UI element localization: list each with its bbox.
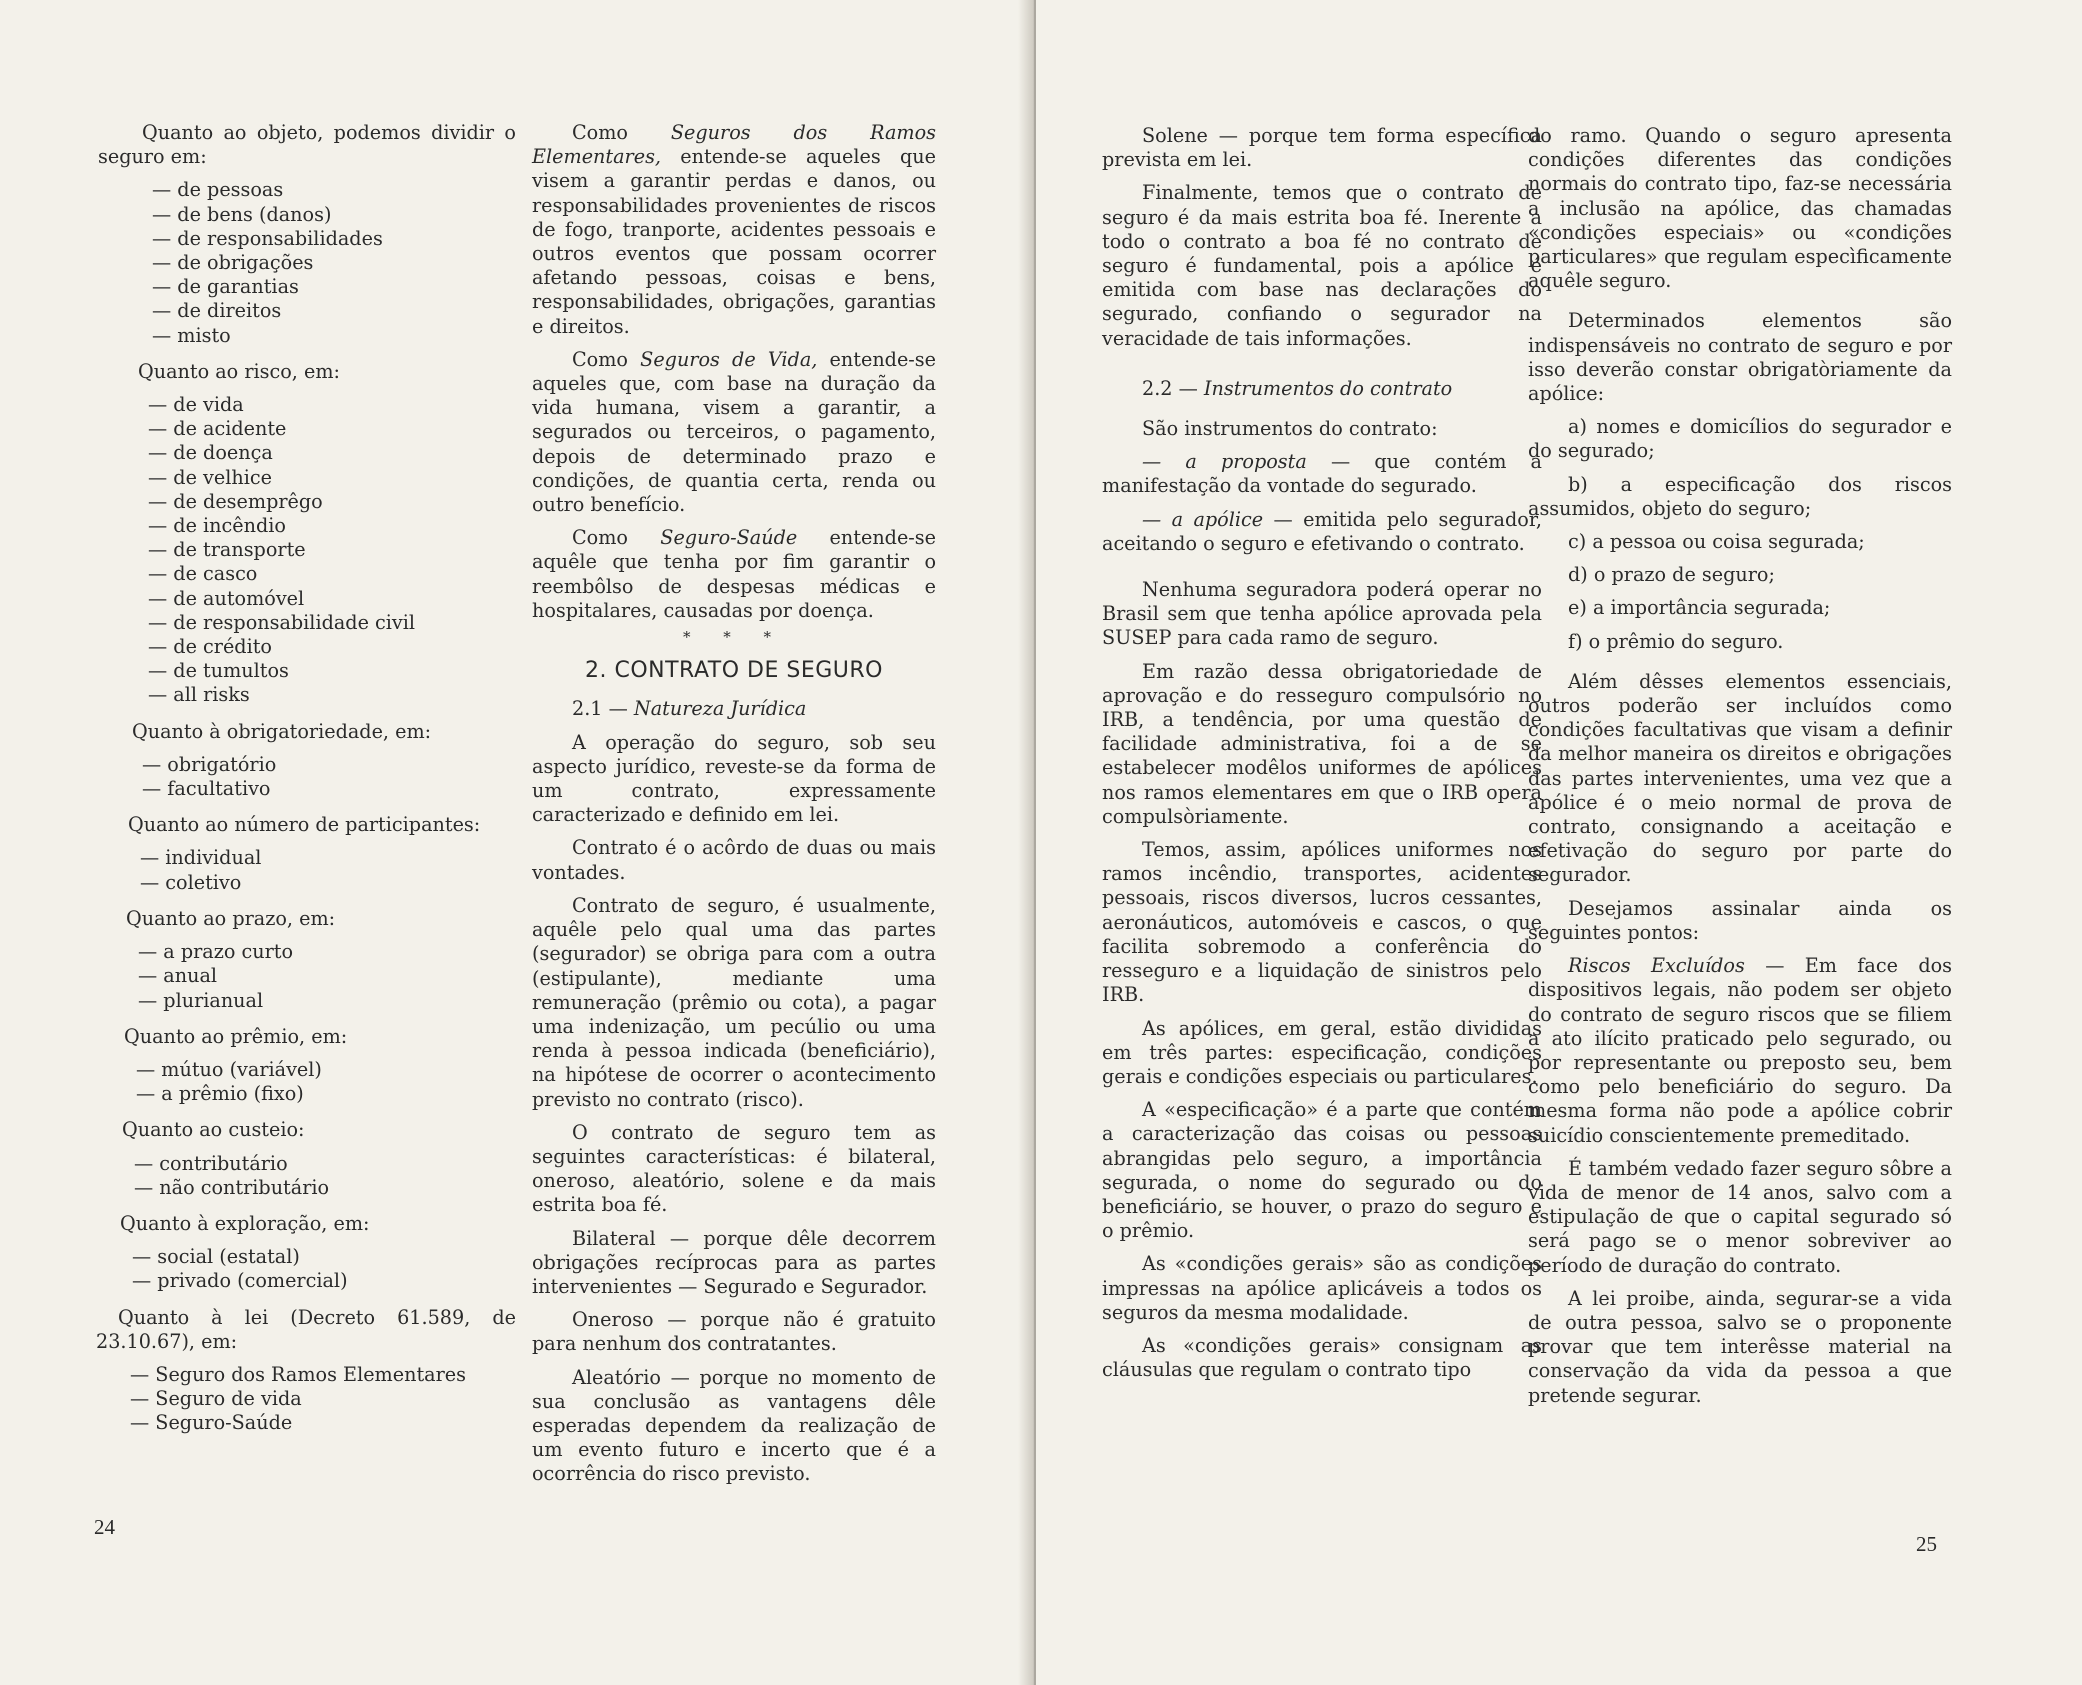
classification-lei-intro: Quanto à lei (Decreto 61.589, de 23.10.67), em: — [96, 1305, 516, 1353]
list-item: b) a especificação dos riscos assumidos, objeto do seguro; — [1528, 472, 1952, 520]
list-item: — de pessoas — [138, 178, 516, 202]
list-item: — de obrigações — [138, 251, 516, 275]
classification-prazo-intro: Quanto ao prazo, em: — [126, 906, 336, 930]
subsection-number: 2.2 — — [1142, 376, 1204, 400]
list-item: — de velhice — [134, 466, 516, 490]
list-item: — privado (comercial) — [118, 1269, 516, 1293]
list-item: — mútuo (variável) — [122, 1058, 516, 1082]
list-item: — Seguro-Saúde — [116, 1411, 516, 1435]
text: — emitida pelo segurador, aceitando o seguro e efetivando o contrato. — [1102, 507, 1542, 555]
list-item: — obrigatório — [128, 753, 516, 777]
list-item: — plurianual — [124, 989, 516, 1013]
classification-prazo-list — [124, 940, 516, 1013]
paragraph: Temos, assim, apólices uniformes nos ramos incêndio, transportes, acidentes pessoais, riscos diversos, lucros cessantes, aeronáuticos, automóveis e cascos, o que facilita sobremodo a conferência do resseguro e a liquidação de sinistros pelo IRB. — [1102, 838, 1542, 1007]
list-item: — misto — [138, 324, 516, 348]
text: entende-se aqueles que, com base na duração da vida humana, visem a garantir, a segurados ou terceiros, o pagamento, depois de determinado prazo e condições, de quantia certa, renda ou outro benefício. — [532, 347, 936, 517]
classification-custeio-list — [120, 1152, 516, 1200]
list-item: a) nomes e domicílios do segurador e do segurado; — [1528, 415, 1952, 463]
classification-explor-list — [118, 1245, 516, 1293]
term-italic: — a apólice — [1142, 507, 1264, 531]
list-item: — anual — [124, 964, 516, 988]
classification-obrig-list — [128, 753, 516, 801]
text: Como — [572, 526, 661, 550]
left-page — [0, 0, 1030, 1685]
classification-partic-list — [126, 846, 516, 894]
paragraph: Aleatório — porque no momento de sua conclusão as vantagens dêle esperadas dependem da realização de um evento futuro e incerto que é a ocorrência do risco previsto. — [532, 1365, 936, 1486]
classification-risco-intro: Quanto ao risco, em: — [138, 359, 341, 383]
list-item: — de crédito — [134, 635, 516, 659]
text: Como — [572, 347, 641, 371]
list-item: — individual — [126, 846, 516, 870]
paragraph — [532, 526, 936, 623]
classification-custeio-intro: Quanto ao custeio: — [122, 1118, 305, 1142]
paragraph: A lei proibe, ainda, segurar-se a vida de outra pessoa, salvo se o proponente provar que tem interêsse material na conservação da vida da pessoa a que pretende segurar. — [1528, 1286, 1952, 1407]
list-item: — a prêmio (fixo) — [122, 1082, 516, 1106]
paragraph: Em razão dessa obrigatoriedade de aprovação e do resseguro compulsório no IRB, a tendência, por uma questão de facilidade administrativa, foi a de se estabelecer modêlos uniformes de apólices nos ramos elementares em que o IRB opera compulsòriamente. — [1102, 659, 1542, 828]
text: — que contém a manifestação da vontade do segurado. — [1102, 450, 1542, 498]
paragraph: A «especificação» é a parte que contém a caracterização das coisas ou pessoas abrangidas pelo seguro, a importância segurada, o nome do segurado ou do beneficiário, se houver, o prazo do seguro e o prêmio. — [1102, 1098, 1542, 1243]
list-item: — de acidente — [134, 417, 516, 441]
classification-premio-intro: Quanto ao prêmio, em: — [124, 1024, 348, 1048]
classification-risco-list — [134, 393, 516, 708]
paragraph: Desejamos assinalar ainda os seguintes pontos: — [1528, 896, 1952, 944]
classification-objeto-intro: Quanto ao objeto, podemos dividir o seguro em: — [98, 121, 516, 169]
paragraph — [532, 121, 936, 339]
text: entende-se aquêle que tenha por fim garantir o reembôlso de despesas médicas e hospitalares, causadas por doença. — [532, 526, 936, 622]
list-item: — não contributário — [120, 1176, 516, 1200]
classification-partic-intro: Quanto ao número de participantes: — [128, 813, 481, 837]
left-col-2 — [532, 121, 936, 1496]
paragraph: Nenhuma seguradora poderá operar no Brasil sem que tenha apólice aprovada pela SUSEP para cada ramo de seguro. — [1102, 578, 1542, 650]
text: entende-se aqueles que visem a garantir perdas e danos, ou responsabilidades provenientes de riscos de fogo, tranporte, acidentes pessoais e outros eventos que possam ocorrer afetando pessoas, coisas e bens, responsabilidades, obrigações, garantias e direitos. — [532, 145, 936, 338]
paragraph: Bilateral — porque dêle decorrem obrigações recíprocas para as partes intervenientes — Segurado e Segurador. — [532, 1226, 936, 1298]
paragraph: As «condições gerais» consignam as cláusulas que regulam o contrato tipo — [1102, 1333, 1542, 1382]
paragraph: Oneroso — porque não é gratuito para nenhum dos contratantes. — [532, 1308, 936, 1356]
paragraph: Solene — porque tem forma específica prevista em lei. — [1102, 124, 1542, 172]
term-italic: Seguros dos Ramos Elementares, — [532, 121, 936, 169]
list-item: — coletivo — [126, 871, 516, 895]
list-item: — de automóvel — [134, 587, 516, 611]
paragraph — [1102, 450, 1542, 498]
list-item: — de garantias — [138, 275, 516, 299]
list-item: — de tumultos — [134, 659, 516, 683]
list-item: e) a importância segurada; — [1568, 596, 1831, 620]
paragraph: A operação do seguro, sob seu aspecto jurídico, reveste-se da forma de um contrato, expressamente caracterizado e definido em lei. — [532, 730, 936, 827]
list-item: — facultativo — [128, 777, 516, 801]
list-item: — de responsabilidades — [138, 227, 516, 251]
list-item: — a prazo curto — [124, 940, 516, 964]
paragraph: É também vedado fazer seguro sôbre a vida de menor de 14 anos, salvo com a estipulação de que o capital segurado só será pago se o menor sobreviver ao período de duração do contrato. — [1528, 1156, 1952, 1277]
right-page — [1036, 0, 2082, 1685]
list-item: — de responsabilidade civil — [134, 611, 516, 635]
text: — Em face dos dispositivos legais, não podem ser objeto do contrato de seguro riscos que se filiem a ato ilícito praticado pelo segurado, ou por representante ou preposto seu, bem como pelo beneficiário do seguro. Da mesma forma não pode a apólice cobrir suicídio conscientemente premeditado. — [1528, 954, 1952, 1147]
paragraph: Contrato é o acôrdo de duas ou mais vontades. — [532, 836, 936, 884]
list-item: — de doença — [134, 441, 516, 465]
paragraph — [532, 348, 936, 517]
list-item: c) a pessoa ou coisa segurada; — [1568, 530, 1865, 554]
classification-explor-intro: Quanto à exploração, em: — [120, 1211, 370, 1235]
list-item: — social (estatal) — [118, 1245, 516, 1269]
list-item: — de incêndio — [134, 514, 516, 538]
left-col-1 — [98, 121, 516, 1448]
term-italic: Riscos Excluídos — [1568, 954, 1745, 978]
subsection-number: 2.1 — — [572, 697, 634, 721]
list-item: — de vida — [134, 393, 516, 417]
paragraph: Finalmente, temos que o contrato de seguro é da mais estrita boa fé. Inerente a todo o contrato a boa fé no contrato de seguro é fundamental, pois a apólice é emitida com base nas declarações do segurado, confiando o segurador na veracidade de tais informações. — [1102, 181, 1542, 350]
list-item: — de casco — [134, 562, 516, 586]
term-italic: — a proposta — [1142, 450, 1307, 474]
classification-premio-list — [122, 1058, 516, 1106]
paragraph: As apólices, em geral, estão divididas em três partes: especificação, condições gerais e condições especiais ou particulares. — [1102, 1016, 1542, 1088]
list-item: — de desemprêgo — [134, 490, 516, 514]
classification-objeto-list — [138, 178, 516, 347]
paragraph: O contrato de seguro tem as seguintes características: é bilateral, oneroso, aleatório, solene e da mais estrita boa fé. — [532, 1120, 936, 1217]
paragraph: As «condições gerais» são as condições impressas na apólice aplicáveis a todos os seguros da mesma modalidade. — [1102, 1252, 1542, 1324]
list-item: f) o prêmio do seguro. — [1568, 629, 1784, 653]
subsection-heading — [1102, 377, 1542, 401]
right-col-1 — [1102, 124, 1542, 1391]
subsection-heading — [532, 697, 936, 721]
term-italic: Seguro-Saúde — [660, 526, 798, 550]
list-item: d) o prazo de seguro; — [1568, 563, 1775, 587]
text: Como — [572, 121, 671, 144]
section-title: 2. CONTRATO DE SEGURO — [585, 658, 883, 684]
paragraph — [1102, 508, 1542, 556]
subsection-title: Natureza Jurídica — [633, 697, 807, 721]
section-divider-stars: * * * — [682, 628, 786, 647]
paragraph: Além dêsses elementos essenciais, outros poderão ser incluídos como condições facultativas que visam a definir da melhor maneira os direitos e obrigações das partes intervenientes, uma vez que a apólice é o meio normal de prova de contrato, consignando a aceitação e efetivação do seguro por parte do segurador. — [1528, 669, 1952, 887]
classification-lei-list — [116, 1363, 516, 1436]
list-item: — all risks — [134, 683, 516, 707]
paragraph: São instrumentos do contrato: — [1142, 417, 1438, 441]
page-number: 25 — [1916, 1532, 1937, 1556]
paragraph — [1528, 954, 1952, 1148]
paragraph: do ramo. Quando o seguro apresenta condições diferentes das condições normais do contrato tipo, faz-se necessária a inclusão na apólice, das chamadas «condições especiais» ou «condições particulares» que regulam especìficamente aquêle seguro. — [1528, 124, 1952, 293]
list-item: — Seguro de vida — [116, 1387, 516, 1411]
classification-obrig-intro: Quanto à obrigatoriedade, em: — [132, 719, 432, 743]
paragraph: Determinados elementos são indispensáveis no contrato de seguro e por isso deverão constar obrigatòriamente da apólice: — [1528, 309, 1952, 406]
paragraph: Contrato de seguro, é usualmente, aquêle pelo qual uma das partes (segurador) se obriga para com a outra (estipulante), mediante uma remuneração (prêmio ou cota), a pagar uma indenização, um pecúlio ou uma renda à pessoa indicada (beneficiário), na hipótese de ocorrer o acontecimento previsto no contrato (risco). — [532, 893, 936, 1111]
list-item: — de direitos — [138, 299, 516, 323]
list-item: — de bens (danos) — [138, 203, 516, 227]
list-item: — de transporte — [134, 538, 516, 562]
subsection-title: Instrumentos do contrato — [1203, 376, 1453, 400]
page-number: 24 — [94, 1515, 115, 1539]
list-item: — Seguro dos Ramos Elementares — [116, 1363, 516, 1387]
list-item: — contributário — [120, 1152, 516, 1176]
term-italic: Seguros de Vida, — [640, 347, 818, 371]
right-col-2 — [1528, 124, 1952, 1417]
